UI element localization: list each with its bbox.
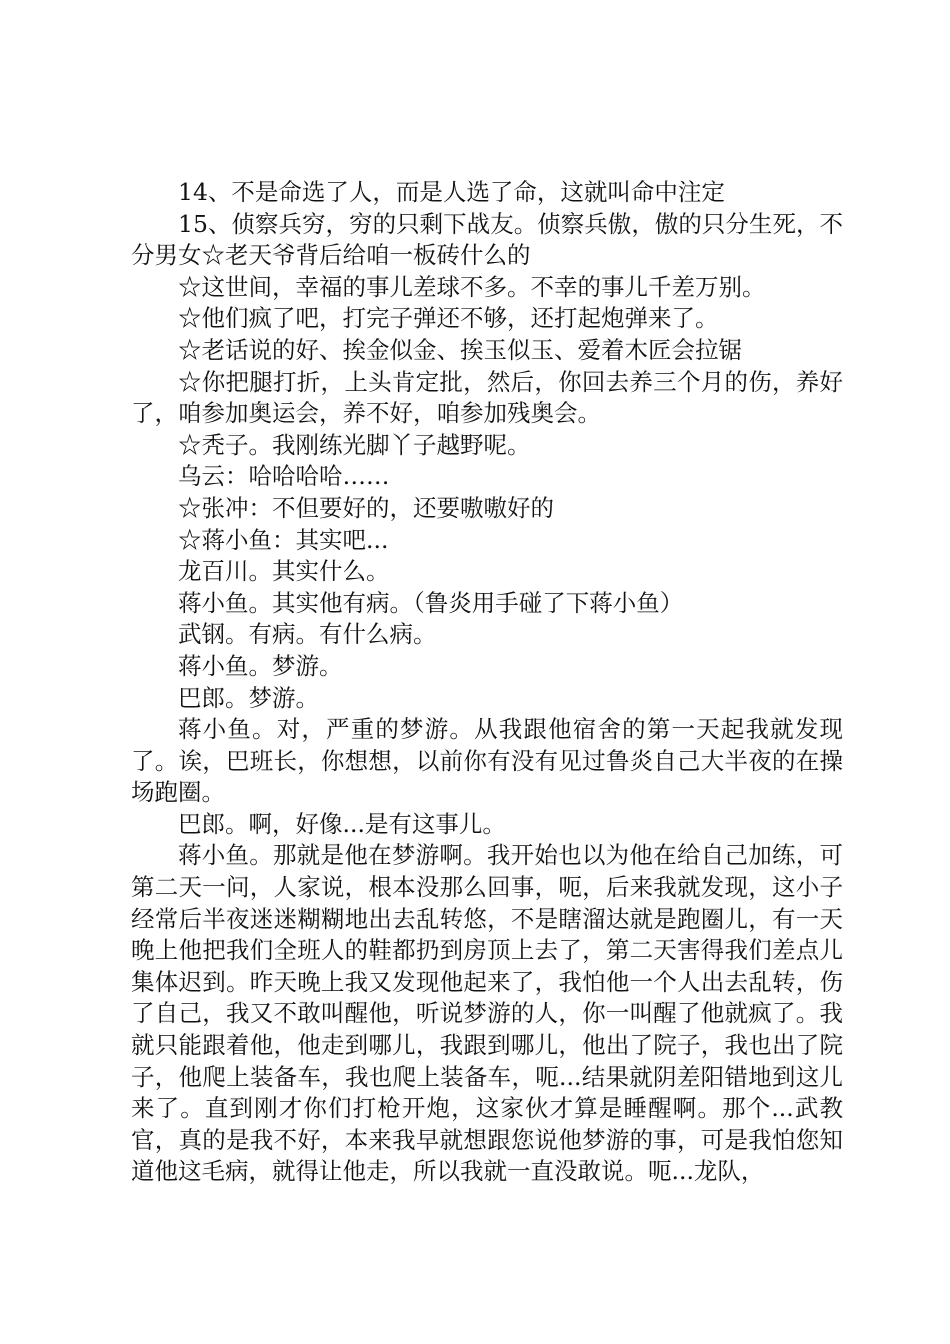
paragraph-longbaichuan: 龙百川。其实什么。 [178, 557, 390, 586]
paragraph-jiangxiaoyu-1: ☆蒋小鱼：其实吧... [178, 525, 389, 554]
paragraph-balang-2: 巴郎。啊，好像...是有这事儿。 [178, 809, 506, 838]
paragraph-balang-1: 巴郎。梦游。 [178, 683, 319, 712]
paragraph-jiangxiaoyu-5: 蒋小鱼。那就是他在梦游啊。我开始也以为他在给自己加练，可第二天一问，人家说，根本没那么回事，呃，后来我就发现，这小子经常后半夜迷迷糊糊地出去乱转悠，不是瞎溜达就是跑圈儿，有一天晚上他把我们全班人的鞋都扔到房顶上去了，第二天害得我们差点儿集体迟到。昨天晚上我又发现他起来了，我怕他一个人出去乱转，伤了自己，我又不敢叫醒他，听说梦游的人，你一叫醒了他就疯了。我就只能跟着他，他走到哪儿，我跟到哪儿，他出了院子，我也出了院子，他爬上装备车，我也爬上装备车，呃...结果就阴差阳错地到这儿来了。直到刚才你们打枪开炮，这家伙才算是睡醒啊。那个...武教官，真的是我不好，本来我早就想跟您说他梦游的事，可是我怕您知道他这毛病，就得让他走，所以我就一直没敢说。呃...龙队， [131, 841, 843, 1186]
paragraph-broken-leg: ☆你把腿打折，上头肯定批，然后，你回去养三个月的伤，养好了，咱参加奥运会，养不好，咱参加残奥会。 [131, 367, 843, 428]
paragraph-bullets: ☆他们疯了吧，打完子弹还不够，还打起炮弹来了。 [178, 304, 719, 333]
paragraph-bald: ☆秃子。我刚练光脚丫子越野呢。 [178, 430, 531, 459]
paragraph-14: 14、不是命选了人，而是人选了命，这就叫命中注定 [178, 178, 725, 206]
paragraph-jiangxiaoyu-2: 蒋小鱼。其实他有病。（鲁炎用手碰了下蒋小鱼） [178, 588, 684, 617]
paragraph-jiangxiaoyu-3: 蒋小鱼。梦游。 [178, 651, 343, 680]
paragraph-wugang: 武钢。有病。有什么病。 [178, 620, 437, 649]
paragraph-wuyun: 乌云：哈哈哈哈…… [178, 462, 390, 491]
paragraph-jiangxiaoyu-4: 蒋小鱼。对，严重的梦游。从我跟他宿舍的第一天起我就发现了。诶，巴班长，你想想，以前你有没有见过鲁炎自己大半夜的在操场跑圈。 [131, 715, 843, 807]
paragraph-15: 15、侦察兵穷，穷的只剩下战友。侦察兵傲，傲的只分生死，不分男女☆老天爷背后给咱一板砖什么的 [131, 209, 843, 270]
paragraph-happiness: ☆这世间，幸福的事儿差球不多。不幸的事儿千差万别。 [178, 272, 766, 301]
document-body [131, 177, 843, 1188]
paragraph-old-saying: ☆老话说的好、挨金似金、挨玉似玉、爱着木匠会拉锯 [178, 335, 742, 364]
paragraph-zhangchong: ☆张冲：不但要好的，还要嗷嗷好的 [178, 493, 554, 522]
